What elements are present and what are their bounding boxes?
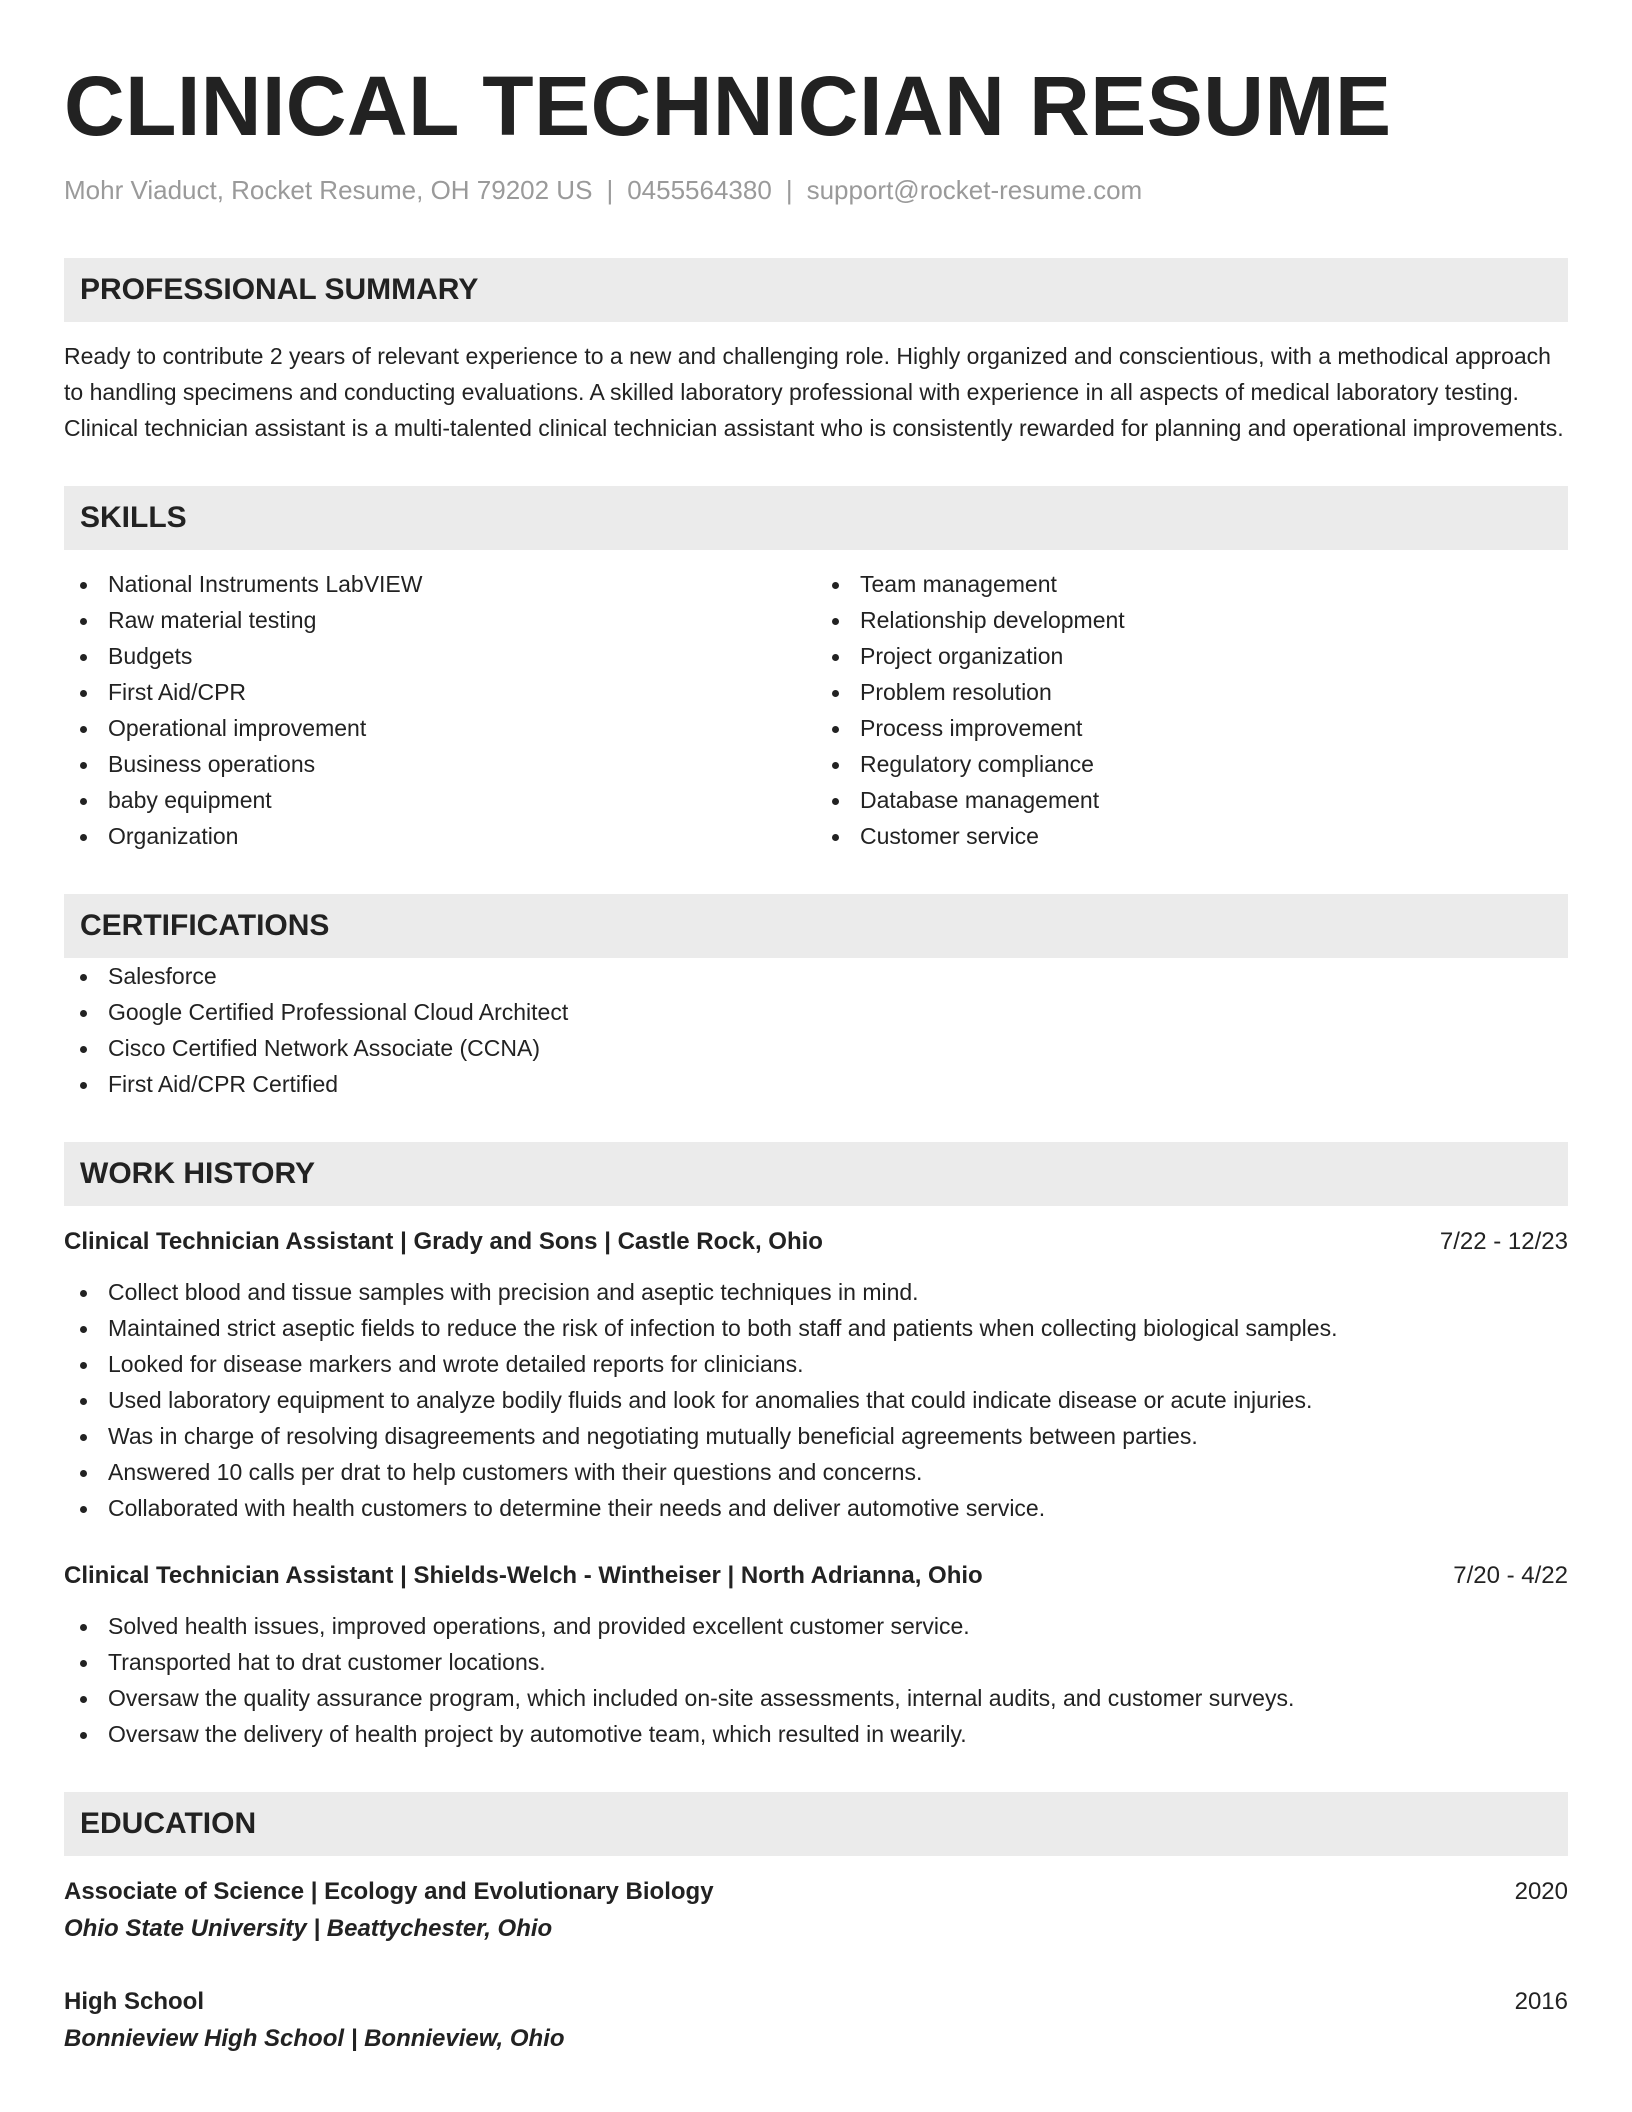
job-bullet: Collaborated with health customers to determine their needs and deliver automotive service. [64,1490,1568,1526]
education-school: Ohio State University | Beattychester, Ohio [64,1915,553,1942]
job-bullet: Answered 10 calls per drat to help customers with their questions and concerns. [64,1454,1568,1490]
skill-item: Project organization [816,638,1568,674]
skill-item: Organization [64,818,816,854]
skill-item: Business operations [64,746,816,782]
certification-item: Salesforce [64,958,1568,994]
contact-separator: | [785,175,793,205]
certification-item: Google Certified Professional Cloud Architect [64,994,1568,1030]
skills-list-right [816,566,1568,854]
contact-separator: | [606,175,614,205]
education-header [64,1874,1568,1910]
skills-grid [64,566,1568,854]
job-bullet: Used laboratory equipment to analyze bodily fluids and look for anomalies that could indicate disease or acute injuries. [64,1382,1568,1418]
job-bullet: Oversaw the delivery of health project by automotive team, which resulted in wearily. [64,1716,1568,1752]
skills-list-left [64,566,816,854]
job-dates: 7/20 - 4/22 [1453,1562,1568,1589]
page-title: CLINICAL TECHNICIAN RESUME [64,59,1392,153]
education-entry [64,1874,1568,1948]
contact-address: Mohr Viaduct, Rocket Resume, OH 79202 US [64,175,593,205]
job-header [64,1224,1568,1260]
skill-item: Relationship development [816,602,1568,638]
skills-heading: SKILLS [64,486,1568,550]
skill-item: Problem resolution [816,674,1568,710]
skill-item: Database management [816,782,1568,818]
skill-item: Operational improvement [64,710,816,746]
skill-item: baby equipment [64,782,816,818]
education-entry [64,1984,1568,2058]
job-dates: 7/22 - 12/23 [1439,1228,1568,1255]
job-entry [64,1224,1568,1526]
skill-item: Budgets [64,638,816,674]
job-bullet: Was in charge of resolving disagreements and negotiating mutually beneficial agreements between parties. [64,1418,1568,1454]
certifications-list [64,958,1568,1102]
skill-item: Team management [816,566,1568,602]
education-degree: High School [64,1988,204,2015]
contact-email: support@rocket-resume.com [806,175,1143,205]
skills-column-left [64,566,816,854]
job-bullet: Solved health issues, improved operations, and provided excellent customer service. [64,1608,1568,1644]
skill-item: Raw material testing [64,602,816,638]
job-header [64,1558,1568,1594]
contact-line [64,172,1568,208]
certification-item: Cisco Certified Network Associate (CCNA) [64,1030,1568,1066]
summary-text: Ready to contribute 2 years of relevant experience to a new and challenging role. Highly organized and conscientious, with a methodical approach to handling specimens and conducting evaluations. A skilled laboratory professional with experience in all aspects of medical laboratory testing. Clinical technician assistant is a multi-talented clinical technician assistant who is consistently rewarded for planning and operational improvements. [64,343,1564,441]
skill-item: Customer service [816,818,1568,854]
certification-item: First Aid/CPR Certified [64,1066,1568,1102]
skills-column-right [816,566,1568,854]
job-bullet: Looked for disease markers and wrote detailed reports for clinicians. [64,1346,1568,1382]
certifications-heading: CERTIFICATIONS [64,894,1568,958]
job-bullets [64,1608,1568,1752]
skill-item: National Instruments LabVIEW [64,566,816,602]
education-header [64,1984,1568,2020]
skill-item: Process improvement [816,710,1568,746]
skill-item: First Aid/CPR [64,674,816,710]
education-school: Bonnieview High School | Bonnieview, Ohio [64,2025,565,2052]
education-heading: EDUCATION [64,1792,1568,1856]
job-bullet: Maintained strict aseptic fields to reduce the risk of infection to both staff and patients when collecting biological samples. [64,1310,1568,1346]
job-bullet: Oversaw the quality assurance program, which included on-site assessments, internal audits, and customer surveys. [64,1680,1568,1716]
job-bullet: Collect blood and tissue samples with precision and aseptic techniques in mind. [64,1274,1568,1310]
job-entry [64,1558,1568,1752]
education-year: 2020 [1514,1878,1568,1905]
work-history-heading: WORK HISTORY [64,1142,1568,1206]
job-bullets [64,1274,1568,1526]
education-degree: Associate of Science | Ecology and Evolutionary Biology [64,1878,714,1905]
contact-phone: 0455564380 [627,175,772,205]
education-year: 2016 [1514,1988,1568,2015]
job-title: Clinical Technician Assistant | Shields-Welch - Wintheiser | North Adrianna, Ohio [64,1562,983,1589]
job-bullet: Transported hat to drat customer locations. [64,1644,1568,1680]
job-title: Clinical Technician Assistant | Grady and Sons | Castle Rock, Ohio [64,1228,823,1255]
skill-item: Regulatory compliance [816,746,1568,782]
summary-heading: PROFESSIONAL SUMMARY [64,258,1568,322]
